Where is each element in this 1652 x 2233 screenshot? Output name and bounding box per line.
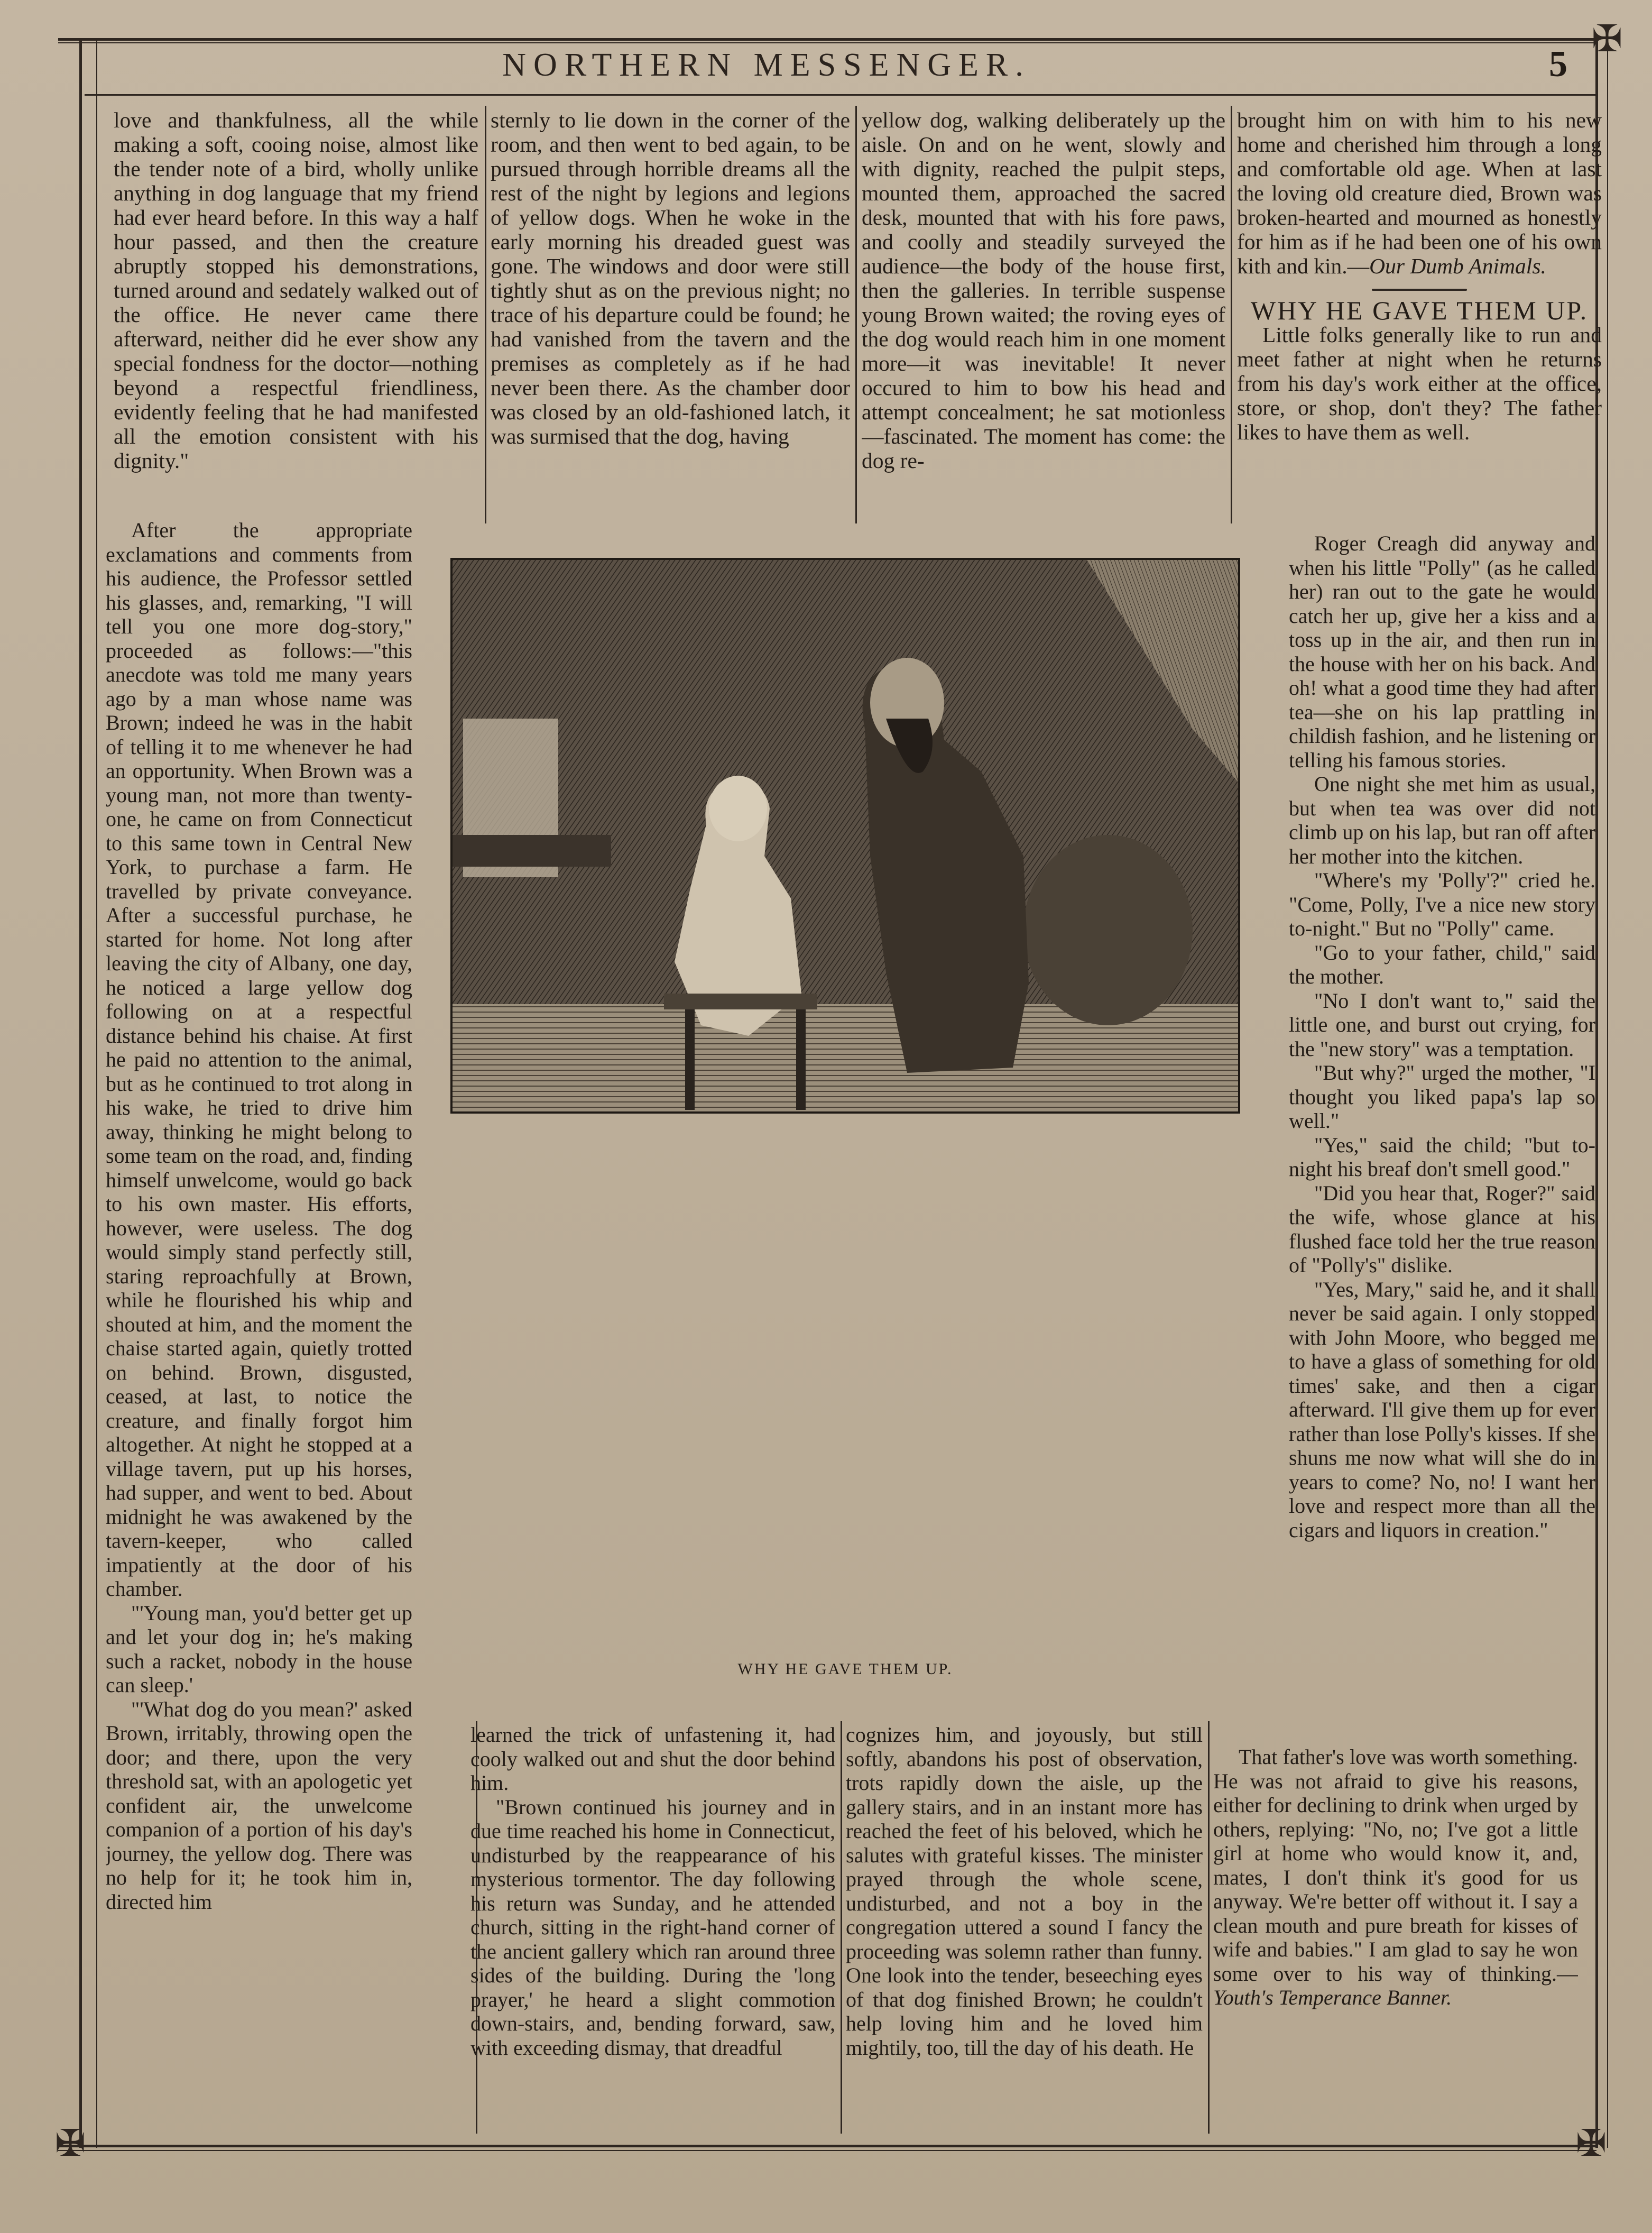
left-border-rule-inner — [96, 38, 97, 2148]
paragraph: "'Young man, you'd better get up and let your dog in; he's making such a racket, nobody in the house can sleep.' — [106, 1601, 412, 1697]
paragraph: Little folks generally like to run and meet father at night when he returns from his day's work either at the office, store, or shop, don't they? The father likes to have them as well. — [1237, 323, 1602, 444]
engraving-drawing — [453, 560, 1238, 1111]
masthead-title: NORTHERN MESSENGER. — [502, 47, 1031, 83]
column-4-bottom — [1213, 1745, 1578, 2136]
column-rule — [841, 1721, 842, 2134]
paragraph — [1213, 1745, 1578, 2010]
column-2-top — [491, 108, 850, 523]
paragraph: "No I don't want to," said the little one, and burst out crying, for the "new story" was a temptation. — [1289, 988, 1595, 1061]
paragraph: After the appropriate exclamations and comments from his audience, the Professor settled his glasses, and, remarking, "I will tell you one more dog-story," proceeded as follows:—"this anecdote was told me many years ago by a man whose name was Brown; indeed he was in the habit of telling it to me whenever he had an opportunity. When Brown was a young man, not more than twenty-one, he came on from Connecticut to this same town in Central New York, to purchase a farm. He travelled by private conveyance. After a successful purchase, he started for home. Not long after leaving the city of Albany, one day, he noticed a large yellow dog following on at a respectful distance behind his chaise. At first he paid no attention to the animal, but as he continued to trot along in his wake, he tried to drive him away, thinking he might belong to some team on the road, and, finding himself unwelcome, would go back to his own master. His efforts, however, were useless. The dog would simply stand perfectly still, staring reproachfully at Brown, while he flourished his whip and shouted at him, and the moment the chaise started again, quietly trotted on behind. Brown, disgusted, ceased, at last, to notice the creature, and finally forgot him altogether. At night he stopped at a village tavern, put up his horses, had supper, and went to bed. About midnight he was awakened by the tavern-keeper, who called impatiently at the door of his chamber. — [106, 518, 412, 1601]
column-3-top — [862, 108, 1225, 523]
column-rule — [485, 106, 486, 523]
corner-ornament-icon: ✠ — [54, 2124, 86, 2164]
paragraph: "Brown continued his journey and in due time reached his home in Connecticut, undisturbed by the reappearance of his mysterious tormentor. The day following his return was Sunday, and he attended church, sitting in the right-hand corner of the ancient gallery which ran around three sides of the building. During the 'long prayer,' he heard a slight commotion down-stairs, and, bending forward, saw, with exceeding dismay, that dreadful — [470, 1795, 835, 2060]
column-2-bottom — [470, 1723, 835, 2135]
corner-ornament-icon: ✠ — [1575, 2124, 1607, 2164]
column-1-top — [114, 108, 478, 515]
paragraph: yellow dog, walking deliberately up the aisle. On and on he went, slowly and with dignity, reached the pulpit steps, mounted them, approached the sacred desk, mounted that with his fore paws, and coolly and steadily surveyed the audience—the body of the house first, then the galleries. In terrible suspense young Brown waited; the roving eyes of the dog would reach him in one moment more—it was inevitable! It never occured to him to bow his head and attempt concealment; he sat motionless—fascinated. The moment has come: the dog re- — [862, 108, 1225, 473]
column-rule — [855, 106, 857, 523]
source-attribution: Our Dumb Animals. — [1369, 254, 1546, 278]
paragraph — [1237, 108, 1602, 278]
page-number: 5 — [1549, 44, 1567, 85]
article-headline: WHY HE GAVE THEM UP. — [1250, 296, 1589, 325]
column-4-top — [1237, 108, 1602, 547]
paragraph: "Yes, Mary," said he, and it shall never be said again. I only stopped with John Moore, who begged me to have a glass of something for old times' sake, and then a cigar afterward. I'll give them up for ever rather than lose Polly's kisses. If she shuns me now what will she do in years to come? No, no! I want her love and respect more than all the cigars and liquors in creation." — [1289, 1277, 1595, 1542]
paragraph: Roger Creagh did anyway and when his little "Polly" (as he called her) ran out to the gate he would catch her up, give her a kiss and a toss up in the air, and then run in the house with her on his back. And oh! what a good time they had after tea—she on his lap prattling in childish fashion, and he listening or telling his famous stories. — [1289, 531, 1595, 772]
column-3-bottom — [846, 1723, 1203, 2135]
paragraph: "Go to your father, child," said the mother. — [1289, 940, 1595, 988]
paragraph: cognizes him, and joyously, but still softly, abandons his post of observation, trots rapidly down the aisle, up the gallery stairs, and in an instant more has reached the feet of his beloved, which he salutes with grateful kisses. The minister prayed through the whole scene, undisturbed, and not a boy in the congregation uttered a sound I fancy the proceeding was solemn rather than funny. One look into the tender, beseeching eyes of that dog finished Brown; he couldn't help loving him and he loved him mightily, too, till the day of his death. He — [846, 1723, 1203, 2060]
paragraph: "Where's my 'Polly'?" cried he. "Come, Polly, I've a nice new story to-night." But no "Polly" came. — [1289, 868, 1595, 940]
top-border-rule — [58, 38, 1596, 41]
paragraph: One night she met him as usual, but when tea was over did not climb up on his lap, but ran off after her mother into the kitchen. — [1289, 772, 1595, 868]
paragraph: "Did you hear that, Roger?" said the wife, whose glance at his flushed face told her the true reason of "Polly's" dislike. — [1289, 1181, 1595, 1277]
source-attribution: Youth's Temperance Banner. — [1213, 1986, 1452, 2009]
paragraph: learned the trick of unfastening it, had cooly walked out and shut the door behind him. — [470, 1723, 835, 1795]
paragraph: love and thankfulness, all the while making a soft, cooing noise, almost like the tender note of a bird, wholly unlike anything in dog language that my friend had ever heard before. In this way a half hour passed, and then the creature abruptly stopped his demonstrations, turned around and sedately walked out of the office. He never came there afterward, neither did he ever show any special fondness for the doctor—nothing beyond a respectful friendliness, evidently feeling that he had manifested all the emotion consistent with his dignity." — [114, 108, 478, 473]
corner-ornament-icon: ✠ — [1591, 19, 1623, 60]
bottom-border-rule — [58, 2145, 1596, 2147]
paragraph: "But why?" urged the mother, "I thought you liked papa's lap so well." — [1289, 1061, 1595, 1133]
column-1-lower — [106, 518, 412, 2136]
right-border-rule-inner — [1607, 38, 1608, 2148]
paragraph-text: That father's love was worth something. He was not afraid to give his reasons, either for declining to drink when urged by others, replying: "No, no; I've got a little girl at home who would know it, and, mates, I don't think it's good for us anyway. We're better off without it. I say a clean mouth and pure breath for kisses of wife and babies." I am glad to say he won some over to his way of thinking.— — [1213, 1745, 1578, 1986]
engraving-illustration — [450, 558, 1240, 1114]
column-rule — [1208, 1721, 1210, 2134]
header-rule — [85, 94, 1596, 96]
column-4-narrow — [1289, 531, 1595, 1737]
left-border-rule — [79, 38, 82, 2148]
top-border-rule-inner — [58, 42, 1596, 43]
paragraph: "'What dog do you mean?' asked Brown, irritably, throwing open the door; and there, upon the very threshold sat, with an apologetic yet confident air, the unwelcome companion of a portion of his day's journey, the yellow dog. There was no help for it; he took him in, directed him — [106, 1697, 412, 1914]
separator-ornament — [1372, 289, 1467, 291]
illustration-caption: WHY HE GAVE THEM UP. — [737, 1660, 953, 1678]
bottom-border-rule-inner — [58, 2150, 1596, 2151]
column-rule — [1231, 106, 1232, 523]
paragraph: "Yes," said the child; "but to-night his breaf don't smell good." — [1289, 1133, 1595, 1181]
paragraph-text: brought him on with him to his new home and cherished him through a long and comfortable old age. When at last the loving old creature died, Brown was broken-hearted and mourned as honestly for him as if he had been one of his own kith and kin.— — [1237, 108, 1602, 278]
paragraph: sternly to lie down in the corner of the room, and then went to bed again, to be pursued through horrible dreams all the rest of the night by legions and legions of yellow dogs. When he woke in the early morning his dreaded guest was gone. The windows and door were still tightly shut as on the previous night; no trace of his departure could be found; he had vanished from the tavern and the premises as completely as if he had never been there. As the chamber door was closed by an old-fashioned latch, it was surmised that the dog, having — [491, 108, 850, 448]
